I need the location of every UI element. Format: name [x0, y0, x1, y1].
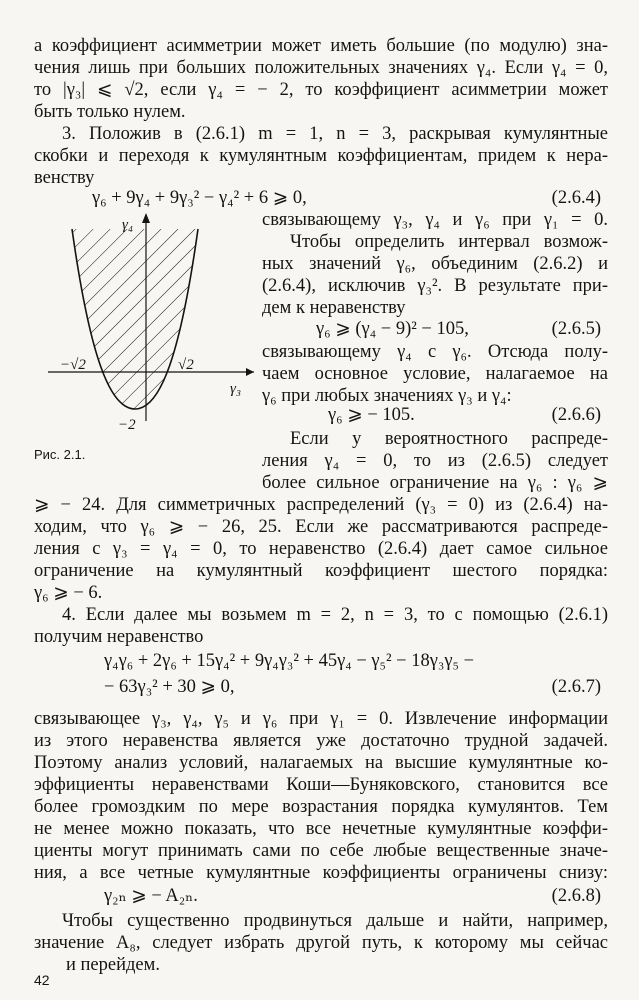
- text-line: венству: [34, 168, 95, 188]
- text-line: ⩾ − 24. Для симметричных распределений (γ₃ = 0) из (2.6.4) на-: [34, 495, 608, 515]
- text-line: Чтобы существенно продвинуться дальше и найти, например,: [62, 911, 608, 931]
- text-line: значение A₈, следует избрать другой путь, к которому мы сейчас: [34, 933, 608, 953]
- text-line: чения лишь при больших положительных значениях γ₄. Если γ₄ = 0,: [34, 58, 608, 78]
- text-line: Чтобы определить интервал возмож-: [290, 232, 608, 252]
- text-line: быть только нулем.: [34, 102, 186, 122]
- text-line: γ₆ ⩾ − 6.: [34, 583, 103, 603]
- text-line: более сильное ограничение на γ₆ : γ₆ ⩾: [262, 473, 608, 493]
- hatched-region: [72, 229, 198, 409]
- equation-2-6-7-part1: γ₄γ₆ + 2γ₆ + 15γ₄² + 9γ₄γ₃² + 45γ₄ − γ₅² − 18γ₃γ₅ −: [104, 651, 475, 671]
- text-line: эффициенты неравенствами Коши—Буняковского, становится все: [34, 775, 608, 795]
- y-axis-label: γ₄: [122, 217, 134, 233]
- text-line: а коэффициент асимметрии может иметь большие (по модулю) зна-: [34, 36, 608, 56]
- figure-caption: Рис. 2.1.: [34, 447, 86, 462]
- text-line: связывающему γ₃, γ₄ и γ₆ при γ₁ = 0.: [262, 210, 608, 230]
- text-line: ных значений γ₆, объединим (2.6.2) и: [262, 254, 608, 274]
- equation-2-6-5: γ₆ ⩾ (γ₄ − 9)² − 105,: [316, 319, 469, 339]
- equation-number: (2.6.7): [551, 677, 601, 697]
- text-line: ления γ₄ = 0, то из (2.6.5) следует: [262, 451, 608, 471]
- text-line: циенты могут принимать сами по себе любые вещественные значе-: [34, 841, 608, 861]
- text-line: ления с γ₃ = γ₄ = 0, то неравенство (2.6.4) дает самое сильное: [34, 539, 608, 559]
- text-line: получим неравенство: [34, 627, 204, 647]
- text-line: более громоздким по мере возрастания порядка кумулянтов. Тем: [34, 797, 608, 817]
- text-line: ходим, что γ₆ ⩾ − 26, 25. Если же рассматриваются распреде-: [34, 517, 608, 537]
- text-line: ния, а все четные кумулянтные коэффициенты ограничены снизу:: [34, 863, 608, 883]
- equation-2-6-8: γ₂ₙ ⩾ − A₂ₙ.: [104, 886, 198, 906]
- text-line: не менее можно показать, что все нечетные кумулянтные коэффи-: [34, 819, 608, 839]
- equation-number: (2.6.5): [551, 319, 601, 339]
- parabola-figure: [30, 207, 262, 439]
- x-axis-label: γ₃: [230, 381, 242, 397]
- x-axis-arrow: [246, 368, 254, 376]
- text-line: 4. Если далее мы возьмем m = 2, n = 3, то с помощью (2.6.1): [62, 605, 608, 625]
- equation-number: (2.6.4): [551, 188, 601, 208]
- y-axis-arrow: [142, 213, 150, 223]
- text-line: Если у вероятностного распреде-: [290, 429, 608, 449]
- equation-number: (2.6.6): [551, 405, 601, 425]
- tick-label-pos-sqrt2: √2: [178, 357, 194, 373]
- text-line: то |γ₃| ⩽ √2, если γ₄ = − 2, то коэффициент асимметрии может: [34, 80, 608, 100]
- text-line: связывающему γ₄ с γ₆. Отсюда полу-: [262, 342, 608, 362]
- equation-number: (2.6.8): [551, 886, 601, 906]
- text-line: дем к неравенству: [262, 298, 406, 318]
- text-line: 3. Положив в (2.6.1) m = 1, n = 3, раскрывая кумулянтные: [62, 124, 608, 144]
- text-line: γ₆ при любых значениях γ₃ и γ₄:: [262, 386, 512, 406]
- text-line: скобки и переходя к кумулянтным коэффициентам, придем к нера-: [34, 146, 608, 166]
- text-line: (2.6.4), исключив γ₃². В результате при-: [262, 276, 608, 296]
- tick-label-neg-sqrt2: −√2: [60, 357, 86, 373]
- text-line: чаем основное условие, налагаемое на: [262, 364, 608, 384]
- min-label: −2: [118, 417, 136, 433]
- page-number: 42: [34, 972, 50, 988]
- equation-2-6-6: γ₆ ⩾ − 105.: [328, 405, 415, 425]
- equation-2-6-7-part2: − 63γ₃² + 30 ⩾ 0,: [104, 677, 235, 697]
- text-line: ограничение на кумулянтный коэффициент шестого порядка:: [34, 561, 608, 581]
- text-line: и перейдем.: [66, 955, 160, 975]
- equation-2-6-4: γ₆ + 9γ₄ + 9γ₃² − γ₄² + 6 ⩾ 0,: [92, 188, 307, 208]
- text-line: из этого неравенства является уже достаточно трудной задачей.: [34, 731, 608, 751]
- text-line: Поэтому анализ условий, налагаемых на высшие кумулянтные ко-: [34, 753, 608, 773]
- text-line: связывающее γ₃, γ₄, γ₅ и γ₆ при γ₁ = 0. Извлечение информации: [34, 709, 608, 729]
